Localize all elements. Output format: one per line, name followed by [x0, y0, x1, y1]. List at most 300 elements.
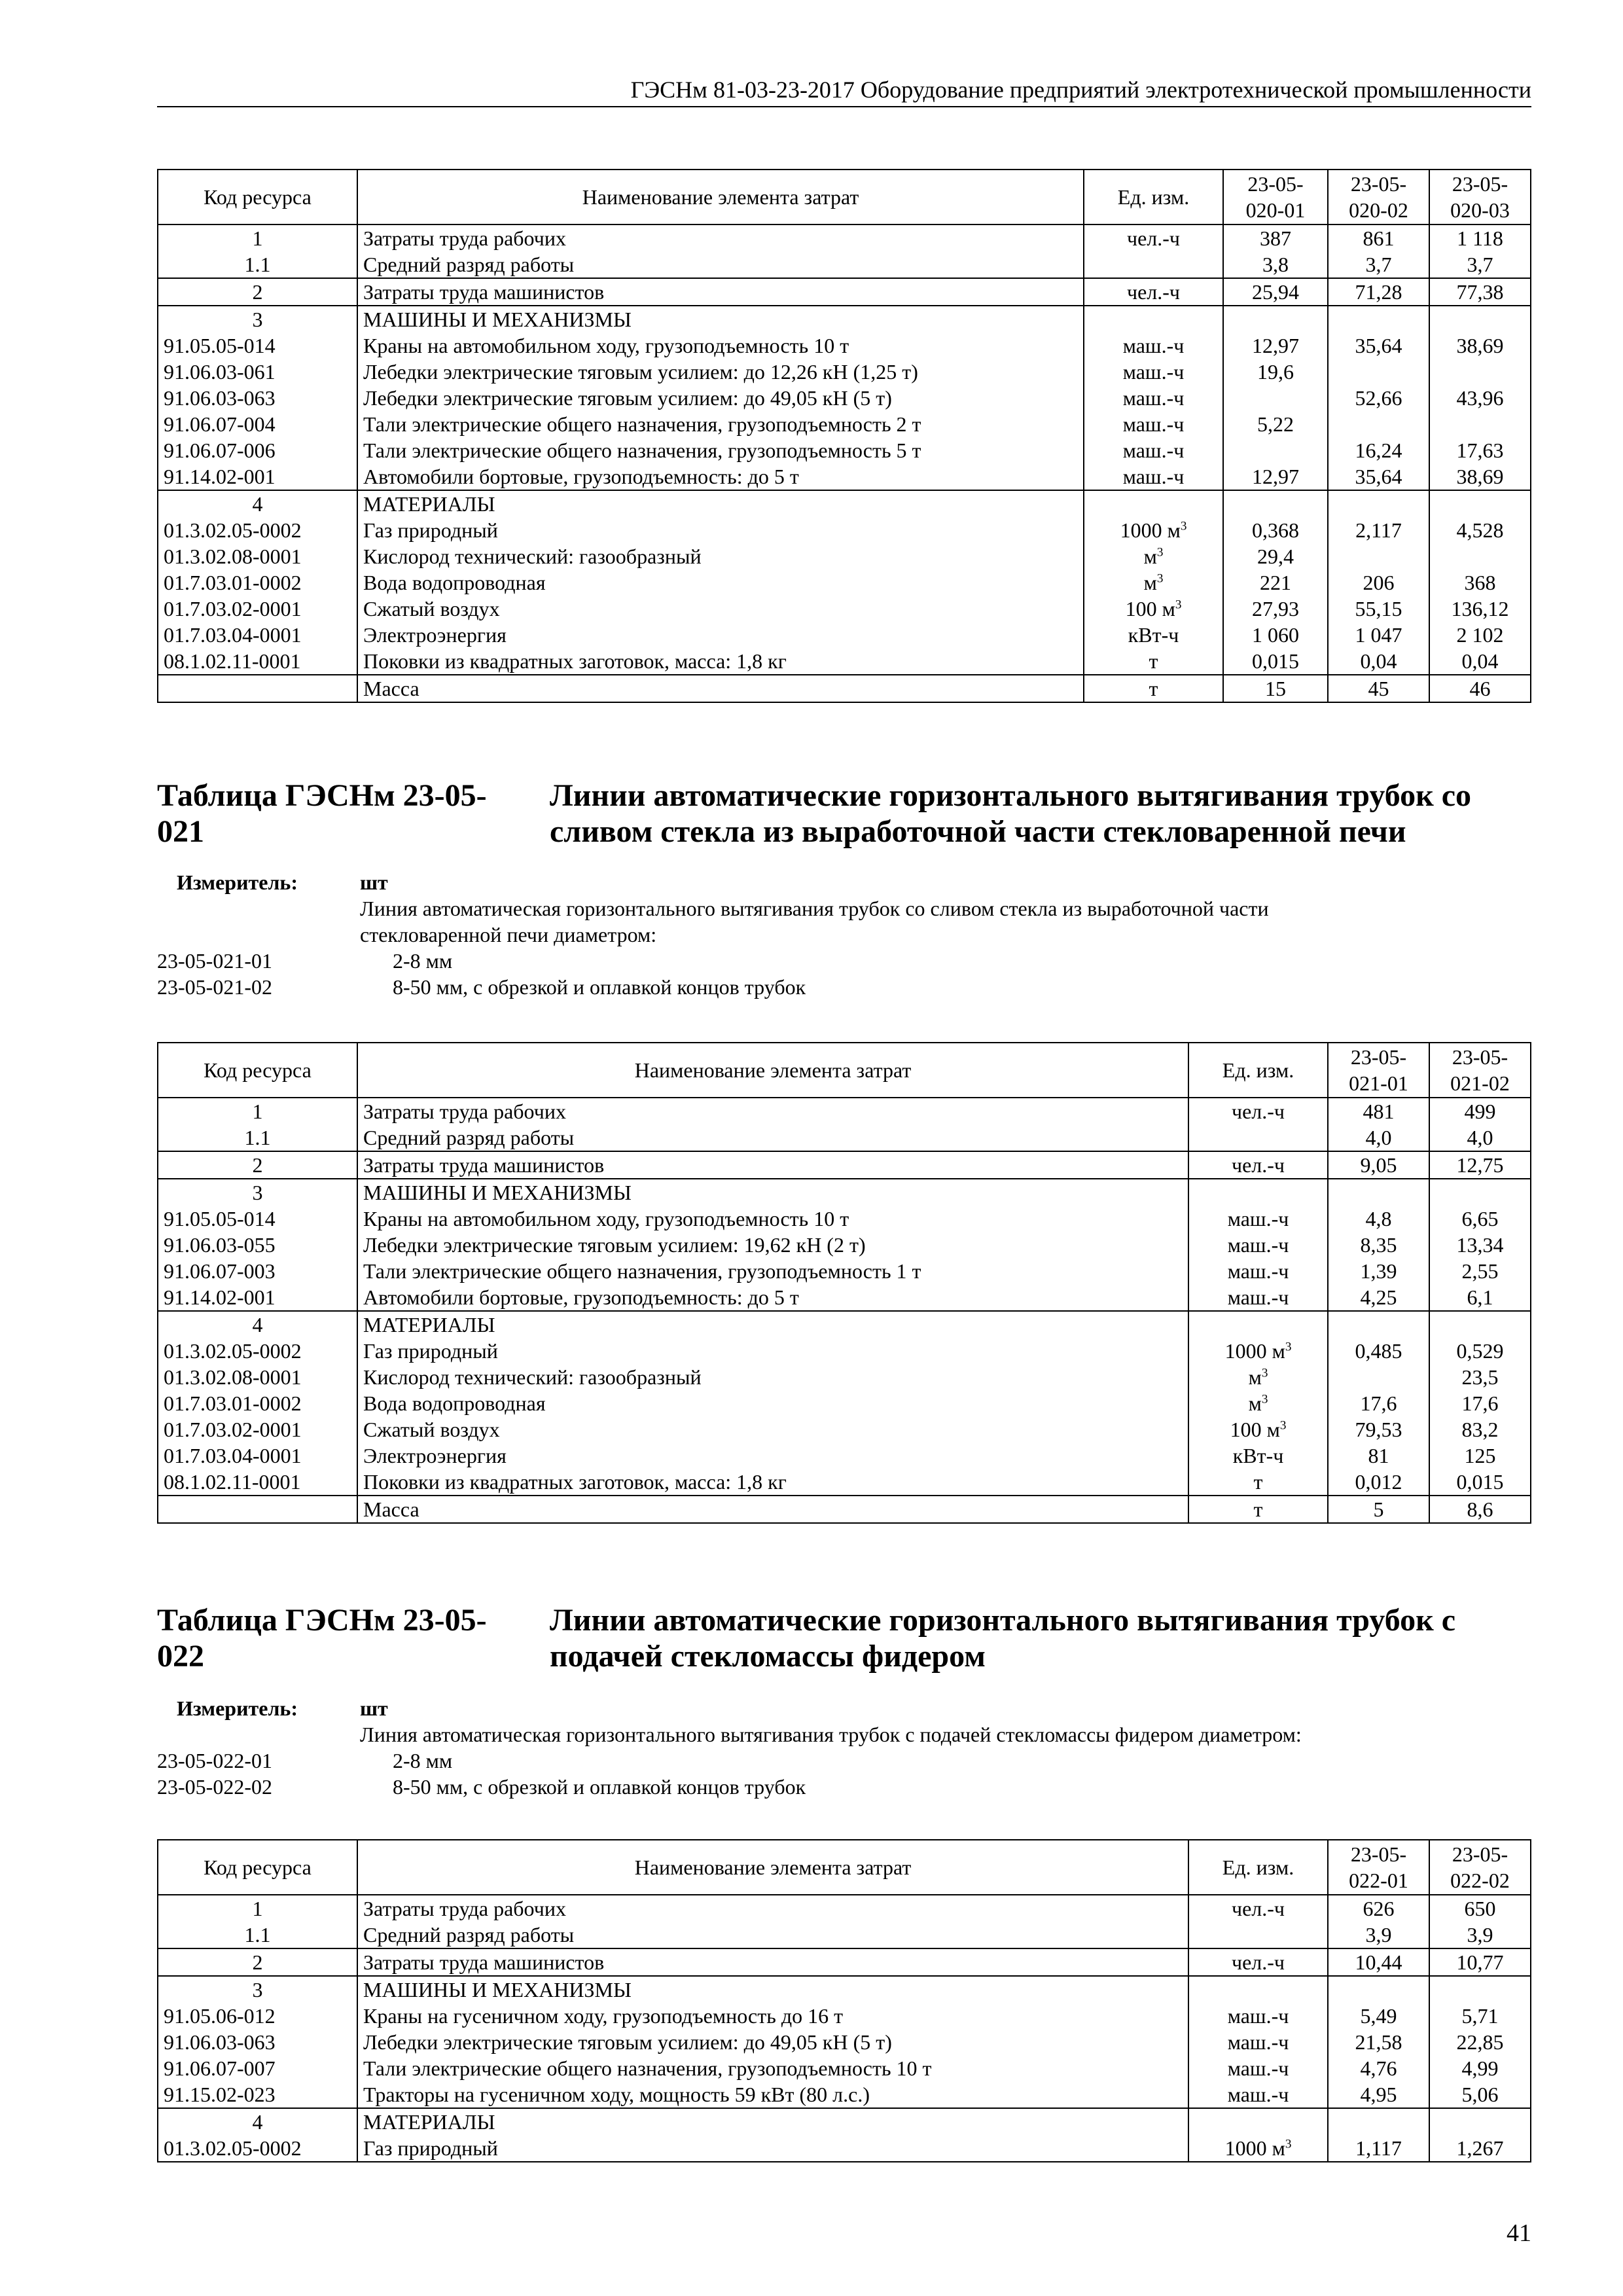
variant-code: 23-05-021-02	[157, 975, 272, 999]
resource-code: 2	[158, 1948, 357, 1976]
table-row	[158, 1232, 1531, 1258]
table-row	[158, 1922, 1531, 1948]
unit: маш.-ч	[1188, 1258, 1328, 1284]
unit: 1000 $м^3$	[1188, 1338, 1328, 1364]
measure-label: Измеритель:	[177, 1696, 298, 1720]
resource-code: 01.3.02.08-0001	[158, 1364, 357, 1390]
unit: маш.-ч	[1084, 332, 1223, 359]
norm-value: 481	[1328, 1098, 1429, 1124]
cost-element-name: Автомобили бортовые, грузоподъемность: до 5 т	[357, 463, 1084, 490]
table-row	[158, 648, 1531, 675]
table-row	[158, 596, 1531, 622]
unit	[1188, 1922, 1328, 1948]
norm-value: 0,368	[1223, 517, 1328, 543]
col-norm-1: 23-05-021-01	[1328, 1043, 1429, 1098]
table-row	[158, 517, 1531, 543]
table-row	[158, 251, 1531, 278]
table-row	[158, 332, 1531, 359]
resource-code: 91.06.03-055	[158, 1232, 357, 1258]
table-row	[158, 1098, 1531, 1124]
resource-code: 91.05.06-012	[158, 2003, 357, 2029]
norm-value: 77,38	[1429, 278, 1531, 306]
unit: маш.-ч	[1188, 1232, 1328, 1258]
norm-value: 2,55	[1429, 1258, 1531, 1284]
norm-value: 17,6	[1429, 1390, 1531, 1416]
cost-element-name: Электроэнергия	[357, 622, 1084, 648]
norm-value	[1223, 437, 1328, 463]
norm-value: 43,96	[1429, 385, 1531, 411]
resource-code: 08.1.02.11-0001	[158, 1469, 357, 1496]
norm-value	[1328, 490, 1429, 517]
norm-value: 206	[1328, 569, 1429, 596]
resource-code: 4	[158, 490, 357, 517]
norm-value	[1429, 543, 1531, 569]
norm-value: 79,53	[1328, 1416, 1429, 1443]
cost-element-name: Средний разряд работы	[357, 1922, 1188, 1948]
norm-value: 27,93	[1223, 596, 1328, 622]
norm-value: 38,69	[1429, 332, 1531, 359]
col-norm-1: 23-05-020-01	[1223, 170, 1328, 224]
norm-value: 46	[1429, 675, 1531, 702]
resource-code: 08.1.02.11-0001	[158, 648, 357, 675]
table-header-row	[158, 170, 1531, 224]
resource-code: 91.15.02-023	[158, 2081, 357, 2108]
norm-value: 15	[1223, 675, 1328, 702]
cost-element-name: Поковки из квадратных заготовок, масса: 1,8 кг	[357, 648, 1084, 675]
cost-element-name: Тали электрические общего назначения, грузоподъемность 5 т	[357, 437, 1084, 463]
unit: 1000 $м^3$	[1188, 2135, 1328, 2162]
resource-code: 01.7.03.04-0001	[158, 1443, 357, 1469]
norm-value: 52,66	[1328, 385, 1429, 411]
table-row	[158, 359, 1531, 385]
norm-value: 1,117	[1328, 2135, 1429, 2162]
norm-value: 3,7	[1429, 251, 1531, 278]
variant-code: 23-05-022-01	[157, 1749, 272, 1772]
col-cost-element-name: Наименование элемента затрат	[357, 170, 1084, 224]
norm-value: 55,15	[1328, 596, 1429, 622]
cost-element-name: Газ природный	[357, 1338, 1188, 1364]
norm-value	[1328, 2108, 1429, 2135]
table-row	[158, 1206, 1531, 1232]
resource-code: 01.7.03.02-0001	[158, 596, 357, 622]
norm-value: 5,49	[1328, 2003, 1429, 2029]
cost-element-name: Затраты труда рабочих	[357, 1895, 1188, 1922]
col-norm-3: 23-05-020-03	[1429, 170, 1531, 224]
table-name: Линии автоматические горизонтального вытягивания трубок с подачей стекломассы фидером	[550, 1603, 1456, 1674]
table-row	[158, 2003, 1531, 2029]
norm-value: 45	[1328, 675, 1429, 702]
cost-element-name: Лебедки электрические тяговым усилием: до 49,05 кН (5 т)	[357, 385, 1084, 411]
variant-text: 8-50 мм, с обрезкой и оплавкой концов трубок	[393, 975, 806, 999]
norm-value	[1429, 1311, 1531, 1338]
cost-element-name: Кислород технический: газообразный	[357, 1364, 1188, 1390]
unit	[1084, 490, 1223, 517]
table-row	[158, 490, 1531, 517]
col-resource-code: Код ресурса	[158, 170, 357, 224]
cost-element-name: Лебедки электрические тяговым усилием: до 12,26 кН (1,25 т)	[357, 359, 1084, 385]
variant-text: 2-8 мм	[393, 1749, 453, 1772]
col-cost-element-name: Наименование элемента затрат	[357, 1043, 1188, 1098]
norm-value: 2 102	[1429, 622, 1531, 648]
page-header: ГЭСНм 81-03-23-2017 Оборудование предприятий электротехнической промышленности	[157, 73, 1531, 107]
resource-code: 91.06.07-007	[158, 2055, 357, 2081]
col-unit: Ед. изм.	[1188, 1840, 1328, 1895]
measure-label: Измеритель:	[177, 870, 298, 894]
norm-value	[1429, 306, 1531, 332]
measure-unit: шт	[360, 1696, 388, 1720]
cost-element-name: Лебедки электрические тяговым усилием: 19,62 кН (2 т)	[357, 1232, 1188, 1258]
unit: кВт-ч	[1188, 1443, 1328, 1469]
norm-value: 221	[1223, 569, 1328, 596]
norm-value: 4,99	[1429, 2055, 1531, 2081]
norm-value: 5,06	[1429, 2081, 1531, 2108]
col-resource-code: Код ресурса	[158, 1840, 357, 1895]
norm-value: 12,97	[1223, 463, 1328, 490]
unit: $м^3$	[1084, 543, 1223, 569]
cost-element-name: МАТЕРИАЛЫ	[357, 490, 1084, 517]
norm-value: 1 047	[1328, 622, 1429, 648]
cost-element-name: Затраты труда машинистов	[357, 1151, 1188, 1179]
cost-element-name: МАШИНЫ И МЕХАНИЗМЫ	[357, 306, 1084, 332]
norm-value	[1429, 1179, 1531, 1206]
table-row	[158, 411, 1531, 437]
norm-value	[1223, 490, 1328, 517]
table-row	[158, 1469, 1531, 1496]
col-unit: Ед. изм.	[1188, 1043, 1328, 1098]
table-row	[158, 2029, 1531, 2055]
norm-value: 5,71	[1429, 2003, 1531, 2029]
table-row	[158, 543, 1531, 569]
variant-text: 8-50 мм, с обрезкой и оплавкой концов трубок	[393, 1775, 806, 1799]
norm-value: 17,63	[1429, 437, 1531, 463]
resource-code: 01.3.02.05-0002	[158, 517, 357, 543]
norm-value: 38,69	[1429, 463, 1531, 490]
cost-element-name: Краны на автомобильном ходу, грузоподъемность 10 т	[357, 1206, 1188, 1232]
norm-value: 0,015	[1429, 1469, 1531, 1496]
resource-code: 01.7.03.01-0002	[158, 569, 357, 596]
resource-code: 91.06.07-003	[158, 1258, 357, 1284]
norm-value: 136,12	[1429, 596, 1531, 622]
norm-value	[1328, 1311, 1429, 1338]
table-row	[158, 1179, 1531, 1206]
table-row	[158, 1496, 1531, 1523]
unit: т	[1188, 1469, 1328, 1496]
table-row	[158, 278, 1531, 306]
cost-element-name: Затраты труда рабочих	[357, 224, 1084, 251]
table-row	[158, 675, 1531, 702]
table-row	[158, 1338, 1531, 1364]
norm-value: 3,9	[1429, 1922, 1531, 1948]
unit: маш.-ч	[1188, 2081, 1328, 2108]
resource-code: 91.06.07-006	[158, 437, 357, 463]
resource-code: 1.1	[158, 251, 357, 278]
unit	[1188, 1976, 1328, 2003]
table-row	[158, 463, 1531, 490]
unit: 1000 $м^3$	[1084, 517, 1223, 543]
norm-value: 4,528	[1429, 517, 1531, 543]
norm-value: 3,8	[1223, 251, 1328, 278]
norm-value: 81	[1328, 1443, 1429, 1469]
table-row	[158, 1948, 1531, 1976]
table-row	[158, 569, 1531, 596]
unit: $м^3$	[1188, 1390, 1328, 1416]
unit: чел.-ч	[1084, 224, 1223, 251]
norm-value: 0,04	[1429, 648, 1531, 675]
norm-value: 29,4	[1223, 543, 1328, 569]
norm-value: 0,012	[1328, 1469, 1429, 1496]
unit: маш.-ч	[1084, 385, 1223, 411]
table-name: Линии автоматические горизонтального вытягивания трубок со сливом стекла из выработочной части стекловаренной печи	[550, 778, 1472, 849]
norm-value: 17,6	[1328, 1390, 1429, 1416]
unit	[1188, 1124, 1328, 1151]
unit: маш.-ч	[1084, 411, 1223, 437]
unit	[1084, 306, 1223, 332]
unit	[1188, 1179, 1328, 1206]
col-resource-code: Код ресурса	[158, 1043, 357, 1098]
table-row	[158, 2135, 1531, 2162]
unit: т	[1084, 675, 1223, 702]
resource-code: 91.05.05-014	[158, 1206, 357, 1232]
unit: т	[1188, 1496, 1328, 1523]
unit: кВт-ч	[1084, 622, 1223, 648]
cost-element-name: Сжатый воздух	[357, 1416, 1188, 1443]
norm-value: 650	[1429, 1895, 1531, 1922]
measure-description: стекловаренной печи диаметром:	[360, 923, 657, 946]
norm-value: 35,64	[1328, 332, 1429, 359]
norm-value: 499	[1429, 1098, 1531, 1124]
norm-value: 83,2	[1429, 1416, 1531, 1443]
norm-value: 626	[1328, 1895, 1429, 1922]
cost-element-name: Газ природный	[357, 517, 1084, 543]
cost-element-name: Масса	[357, 675, 1084, 702]
resource-code: 91.14.02-001	[158, 463, 357, 490]
col-norm-1: 23-05-022-01	[1328, 1840, 1429, 1895]
measure-block-23-05-022	[157, 1695, 1530, 1800]
table-title-23-05-022	[157, 1602, 1530, 1674]
table-row	[158, 2055, 1531, 2081]
cost-element-name: МАТЕРИАЛЫ	[357, 2108, 1188, 2135]
resource-code: 4	[158, 2108, 357, 2135]
norm-value: 71,28	[1328, 278, 1429, 306]
measure-description: Линия автоматическая горизонтального вытягивания трубок со сливом стекла из выработочной части	[360, 897, 1269, 920]
unit: т	[1084, 648, 1223, 675]
cost-element-name: Средний разряд работы	[357, 1124, 1188, 1151]
measure-block-23-05-021	[157, 869, 1530, 1000]
norm-value: 1 060	[1223, 622, 1328, 648]
resource-code: 3	[158, 306, 357, 332]
resource-code: 3	[158, 1976, 357, 2003]
table-row	[158, 1895, 1531, 1922]
norm-value: 25,94	[1223, 278, 1328, 306]
col-cost-element-name: Наименование элемента затрат	[357, 1840, 1188, 1895]
norm-value: 21,58	[1328, 2029, 1429, 2055]
table-row	[158, 1311, 1531, 1338]
unit: чел.-ч	[1188, 1098, 1328, 1124]
norm-value	[1328, 359, 1429, 385]
norm-value: 0,529	[1429, 1338, 1531, 1364]
resource-table-23-05-020	[157, 169, 1531, 703]
norm-value	[1328, 1179, 1429, 1206]
unit: маш.-ч	[1084, 359, 1223, 385]
norm-value: 10,44	[1328, 1948, 1429, 1976]
unit: чел.-ч	[1084, 278, 1223, 306]
norm-value: 387	[1223, 224, 1328, 251]
unit: 100 $м^3$	[1188, 1416, 1328, 1443]
cost-element-name: Затраты труда машинистов	[357, 278, 1084, 306]
norm-value: 12,97	[1223, 332, 1328, 359]
cost-element-name: Вода водопроводная	[357, 1390, 1188, 1416]
resource-code: 91.06.03-063	[158, 2029, 357, 2055]
norm-value	[1328, 411, 1429, 437]
cost-element-name: Тали электрические общего назначения, грузоподъемность 1 т	[357, 1258, 1188, 1284]
norm-value: 5,22	[1223, 411, 1328, 437]
resource-code: 91.06.03-061	[158, 359, 357, 385]
unit: маш.-ч	[1188, 2055, 1328, 2081]
table-number: Таблица ГЭСНм 23-05-021	[157, 778, 487, 849]
norm-value: 1,267	[1429, 2135, 1531, 2162]
table-header-row	[158, 1840, 1531, 1895]
unit	[1188, 1311, 1328, 1338]
norm-value: 4,0	[1328, 1124, 1429, 1151]
cost-element-name: Затраты труда рабочих	[357, 1098, 1188, 1124]
unit: 100 $м^3$	[1084, 596, 1223, 622]
unit	[1084, 251, 1223, 278]
norm-value	[1429, 2108, 1531, 2135]
resource-code: 01.3.02.05-0002	[158, 1338, 357, 1364]
table-row	[158, 1151, 1531, 1179]
unit: маш.-ч	[1188, 2003, 1328, 2029]
resource-table-23-05-022	[157, 1839, 1531, 2162]
unit: чел.-ч	[1188, 1895, 1328, 1922]
measure-description: Линия автоматическая горизонтального вытягивания трубок с подачей стекломассы фидером диаметром:	[360, 1723, 1302, 1746]
cost-element-name: Средний разряд работы	[357, 251, 1084, 278]
resource-code: 91.06.03-063	[158, 385, 357, 411]
norm-value: 4,0	[1429, 1124, 1531, 1151]
variant-text: 2-8 мм	[393, 949, 453, 973]
table-row	[158, 437, 1531, 463]
norm-value: 9,05	[1328, 1151, 1429, 1179]
norm-value: 1 118	[1429, 224, 1531, 251]
unit: чел.-ч	[1188, 1948, 1328, 1976]
norm-value	[1328, 543, 1429, 569]
resource-code: 01.3.02.08-0001	[158, 543, 357, 569]
resource-code: 01.7.03.01-0002	[158, 1390, 357, 1416]
unit: маш.-ч	[1188, 1206, 1328, 1232]
cost-element-name: МАШИНЫ И МЕХАНИЗМЫ	[357, 1976, 1188, 2003]
norm-value	[1223, 385, 1328, 411]
resource-code: 91.14.02-001	[158, 1284, 357, 1311]
cost-element-name: Масса	[357, 1496, 1188, 1523]
table-row	[158, 306, 1531, 332]
cost-element-name: Затраты труда машинистов	[357, 1948, 1188, 1976]
norm-value: 22,85	[1429, 2029, 1531, 2055]
norm-value	[1328, 1364, 1429, 1390]
page-number: 41	[1507, 2219, 1531, 2247]
resource-code: 91.05.05-014	[158, 332, 357, 359]
norm-value: 8,35	[1328, 1232, 1429, 1258]
norm-value: 6,65	[1429, 1206, 1531, 1232]
table-row	[158, 2081, 1531, 2108]
cost-element-name: Кислород технический: газообразный	[357, 543, 1084, 569]
cost-element-name: Тали электрические общего назначения, грузоподъемность 10 т	[357, 2055, 1188, 2081]
table-row	[158, 1258, 1531, 1284]
measure-unit: шт	[360, 870, 388, 894]
col-norm-2: 23-05-022-02	[1429, 1840, 1531, 1895]
cost-element-name: Поковки из квадратных заготовок, масса: 1,8 кг	[357, 1469, 1188, 1496]
cost-element-name: Краны на автомобильном ходу, грузоподъемность 10 т	[357, 332, 1084, 359]
unit: маш.-ч	[1084, 463, 1223, 490]
unit: $м^3$	[1188, 1364, 1328, 1390]
table-row	[158, 1390, 1531, 1416]
resource-code: 01.3.02.05-0002	[158, 2135, 357, 2162]
cost-element-name: Сжатый воздух	[357, 596, 1084, 622]
norm-value	[1328, 306, 1429, 332]
resource-code: 1	[158, 224, 357, 251]
norm-value: 0,04	[1328, 648, 1429, 675]
resource-code: 01.7.03.02-0001	[158, 1416, 357, 1443]
cost-element-name: Вода водопроводная	[357, 569, 1084, 596]
norm-value: 23,5	[1429, 1364, 1531, 1390]
table-row	[158, 224, 1531, 251]
resource-code: 2	[158, 1151, 357, 1179]
norm-value	[1429, 490, 1531, 517]
col-norm-2: 23-05-021-02	[1429, 1043, 1531, 1098]
norm-value: 13,34	[1429, 1232, 1531, 1258]
resource-code: 91.06.07-004	[158, 411, 357, 437]
table-row	[158, 2108, 1531, 2135]
table-number: Таблица ГЭСНм 23-05-022	[157, 1603, 487, 1674]
resource-code: 1.1	[158, 1922, 357, 1948]
table-title-23-05-021	[157, 778, 1530, 850]
cost-element-name: Газ природный	[357, 2135, 1188, 2162]
resource-code: 1.1	[158, 1124, 357, 1151]
norm-value: 8,6	[1429, 1496, 1531, 1523]
resource-code	[158, 1496, 357, 1523]
norm-value: 4,8	[1328, 1206, 1429, 1232]
table-row	[158, 622, 1531, 648]
unit: маш.-ч	[1084, 437, 1223, 463]
unit	[1188, 2108, 1328, 2135]
variant-code: 23-05-022-02	[157, 1775, 272, 1799]
norm-value: 0,485	[1328, 1338, 1429, 1364]
norm-value: 35,64	[1328, 463, 1429, 490]
cost-element-name: Автомобили бортовые, грузоподъемность: до 5 т	[357, 1284, 1188, 1311]
norm-value	[1328, 1976, 1429, 2003]
unit: чел.-ч	[1188, 1151, 1328, 1179]
unit: $м^3$	[1084, 569, 1223, 596]
resource-code: 3	[158, 1179, 357, 1206]
resource-code	[158, 675, 357, 702]
norm-value: 0,015	[1223, 648, 1328, 675]
table-row	[158, 1416, 1531, 1443]
cost-element-name: Тракторы на гусеничном ходу, мощность 59 кВт (80 л.с.)	[357, 2081, 1188, 2108]
norm-value: 2,117	[1328, 517, 1429, 543]
cost-element-name: Краны на гусеничном ходу, грузоподъемность до 16 т	[357, 2003, 1188, 2029]
norm-value: 10,77	[1429, 1948, 1531, 1976]
norm-value: 861	[1328, 224, 1429, 251]
resource-table-23-05-021	[157, 1042, 1531, 1524]
resource-code: 01.7.03.04-0001	[158, 622, 357, 648]
table-row	[158, 1976, 1531, 2003]
cost-element-name: Электроэнергия	[357, 1443, 1188, 1469]
unit: маш.-ч	[1188, 2029, 1328, 2055]
norm-value: 4,95	[1328, 2081, 1429, 2108]
norm-value	[1429, 359, 1531, 385]
table-header-row	[158, 1043, 1531, 1098]
norm-value: 368	[1429, 569, 1531, 596]
table-row	[158, 385, 1531, 411]
norm-value: 4,25	[1328, 1284, 1429, 1311]
